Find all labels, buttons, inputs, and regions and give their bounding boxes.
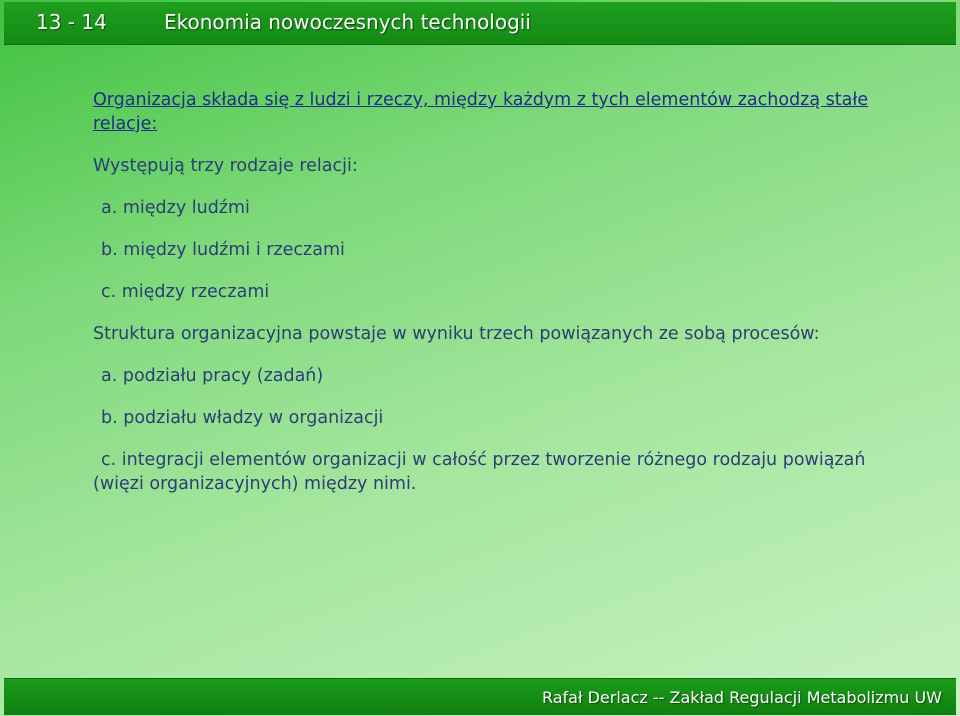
footer-bar xyxy=(4,678,956,715)
slide-content xyxy=(93,88,913,496)
footer-credit: Rafał Derlacz -- Zakład Regulacji Metabolizmu UW xyxy=(541,688,942,707)
relation-item: c. między rzeczami xyxy=(101,282,270,302)
slide-title: Ekonomia nowoczesnych technologii xyxy=(164,10,531,34)
header-bar xyxy=(4,2,956,45)
relations-heading: Występują trzy rodzaje relacji: xyxy=(93,156,358,176)
slide-number: 13 - 14 xyxy=(36,10,107,34)
process-item: a. podziału pracy (zadań) xyxy=(101,366,324,386)
relation-item: b. między ludźmi i rzeczami xyxy=(101,240,345,260)
process-item: b. podziału władzy w organizacji xyxy=(101,408,384,428)
process-item: c. integracji elementów organizacji w całość przez tworzenie różnego rodzaju powiązań (więzi organizacyjnych) między nimi. xyxy=(93,450,866,494)
intro-paragraph[interactable]: Organizacja składa się z ludzi i rzeczy, między każdym z tych elementów zachodzą stałe relacje: xyxy=(93,90,869,134)
structure-heading: Struktura organizacyjna powstaje w wyniku trzech powiązanych ze sobą procesów: xyxy=(93,324,820,344)
relation-item: a. między ludźmi xyxy=(101,198,250,218)
